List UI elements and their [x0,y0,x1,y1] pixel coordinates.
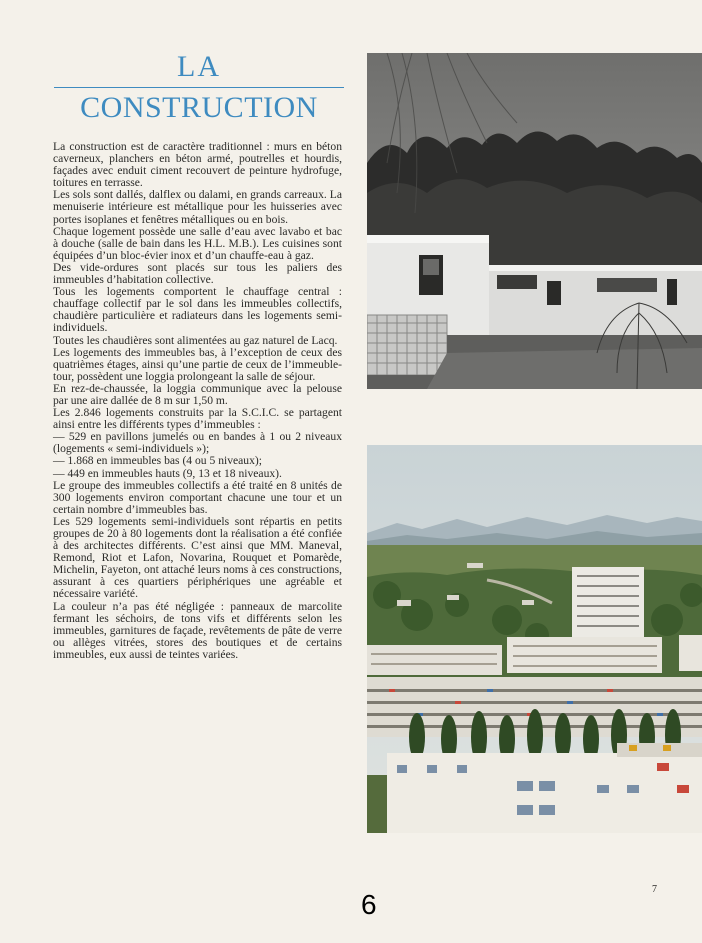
photo-apartment-blocks [367,445,702,833]
paragraph: Des vide-ordures sont placés sur tous les paliers des immeubles d’habitation collective. [53,260,342,287]
photo-semi-individual-houses [367,53,702,389]
list-item: — 449 en immeubles hauts (9, 13 et 18 niveaux). [53,466,282,480]
heading-line-2: CONSTRUCTION [80,91,318,124]
paragraph: Le groupe des immeubles collectifs a été traité en 8 unités de 300 logements environ comportant chacune une tour et un certain nombre d’immeubles bas. [53,478,342,516]
paragraph: Les logements des immeubles bas, à l’exception de ceux des quatrièmes étages, ainsi qu’une partie de ceux de l’immeuble-tour, possèdent une loggia prolongeant la salle de séjour. [53,345,342,383]
list-item: — 1.868 en immeubles bas (4 ou 5 niveaux); [53,454,262,468]
paragraph: Les sols sont dallés, dalflex ou dalami, en grands carreaux. La menuiserie intérieure est métallique pour les huisseries avec portes isoplanes et fenêtres métalliques ou en bois. [53,188,342,226]
paragraph: Les 2.846 logements construits par la S.C.I.C. se partagent ainsi entre les différents types d’immeubles : [53,406,342,432]
handwritten-page-number: 6 [361,889,377,920]
paragraph: La couleur n’a pas été négligée : panneaux de marcolite fermant les séchoirs, de tons vifs et différents selon les immeubles, garnitures de façade, revêtements de pâte de verre ou allèges vitrées, stores des boutiques et de certains immeubles, eux aussi de teintes variées. [53,599,342,661]
paragraph: La construction est de caractère traditionnel : murs en béton caverneux, planchers en béton armé, poutrelles et hourdis, façades avec enduit ciment recouvert de peinture hydrofuge, toitures en terrasse. [53,140,342,190]
paragraph: Tous les logements comportent le chauffage central : chauffage collectif par le sol dans les immeubles collectifs, chaudière particulière et radiateurs dans les logements semi-individuels. [53,285,342,335]
paragraph: Les 529 logements semi-individuels sont répartis en petits groupes de 20 à 80 logements dont la réalisation a été confiée à des architectes différents. C’est ainsi que MM. Maneval, Remond, Riot et Lafon, Novarina, Rouquet et Pomarède, Michelin, Fayeton, ont attaché leurs noms à ces constructions, assurant à ces quartiers périphériques une agréable et nécessaire variété. [53,514,342,601]
paragraph: Toutes les chaudières sont alimentées au gaz naturel de Lacq. [53,333,338,347]
heading-line-1: LA [177,50,221,83]
list-item: — 529 en pavillons jumelés ou en bandes à 1 ou 2 niveaux (logements « semi-individuels »); [53,430,342,456]
article-body [53,141,342,661]
paragraph: Chaque logement possède une salle d’eau avec lavabo et bac à douche (salle de bain dans les H.L. M.B.). Les cuisines sont équipées d’un bloc-évier inox et d’un chauffe-eau à gaz. [53,224,342,262]
page-number: 7 [652,884,657,895]
heading-rule [54,87,344,88]
paragraph: En rez-de-chaussée, la loggia communique avec la pelouse par une aire dallée de 8 m sur 1,50 m. [53,381,342,407]
